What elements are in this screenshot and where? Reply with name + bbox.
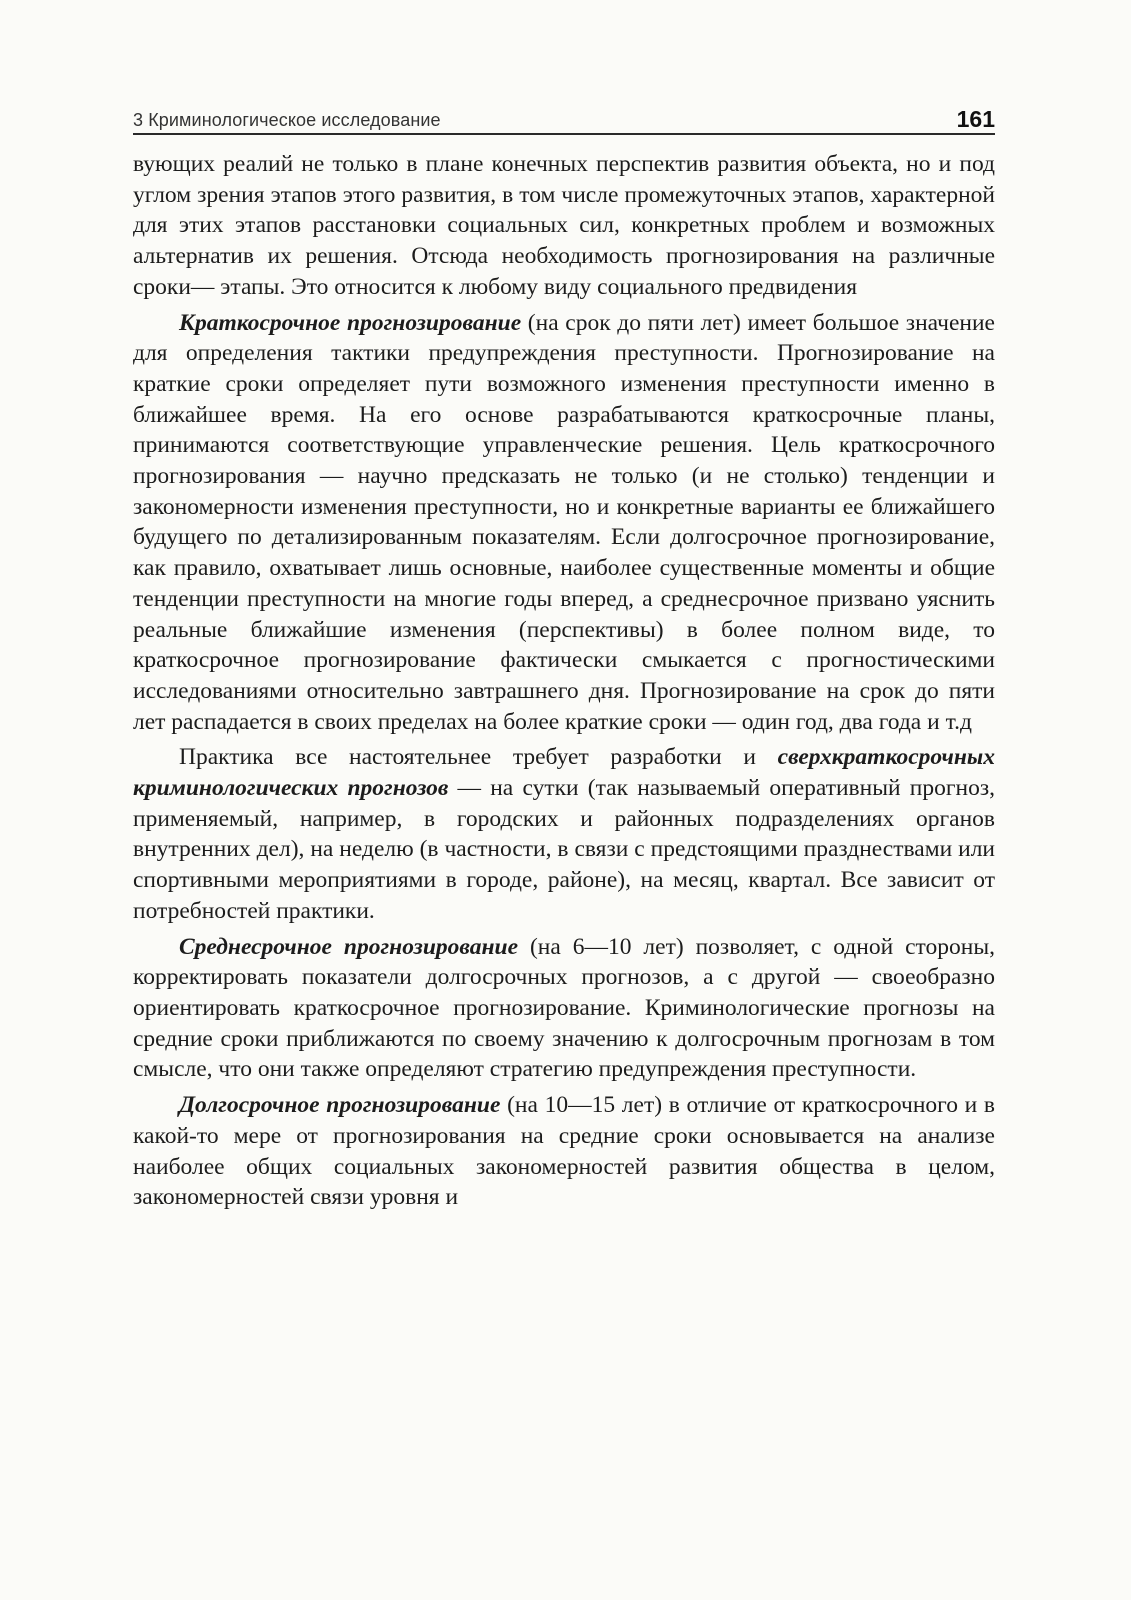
term-ultra-short-term: сверхкраткосрочных криминологических прогнозов [133,744,995,802]
paragraph-text: — на сутки (так называемый оперативный прогноз, применяемый, например, в городских и районных подразделениях органов внутренних дел), на неделю (в частности, в связи с предстоящими празднествами или спортивными мероприятиями в городе, районе), на месяц, квартал. Все зависит от потребностей практики. [133,775,995,924]
paragraph-medium-term [133,932,995,1086]
term-medium-term: Среднесрочное прогнозирование [179,933,519,960]
term-long-term: Долгосрочное прогнозирование [179,1092,501,1119]
paragraph-lead: Практика все настоятельнее требует разработки и [179,744,778,771]
paragraph-continuation [133,149,995,303]
running-head [133,108,995,135]
paragraph-text: (на 10—15 лет) в отличие от краткосрочного и в какой-то мере от прогнозирования на средние сроки основывается на анализе наиболее общих социальных закономерностей развития общества в целом, закономерностей связи уровня и [133,1092,995,1211]
paragraph-text: (на срок до пяти лет) имеет большое значение для определения тактики предупреждения преступности. Прогнозирование на краткие сроки определяет пути возможного изменения преступности именно в ближайшее время. На его основе разрабатываются краткосрочные планы, принимаются соответствующие управленческие решения. Цель краткосрочного прогнозирования — научно предсказать не только (и не столько) тенденции и закономерности изменения преступности, но и конкретные варианты ее ближайшего будущего по детализированным показателям. Если долгосрочное прогнозирование, как правило, охватывает лишь основные, наиболее существенные моменты и общие тенденции преступности на многие годы вперед, а среднесрочное призвано уяснить реальные ближайшие изменения (перспективы) в более полном виде, то краткосрочное прогнозирование фактически смыкается с прогностическими исследованиями относительно завтрашнего дня. Прогнозирование на срок до пяти лет распадается в своих пределах на более краткие сроки — один год, два года и т.д [133,309,995,735]
paragraph-text: вующих реалий не только в плане конечных перспектив развития объекта, но и под углом зрения этапов этого развития, в том числе промежуточных этапов, характерной для этих этапов расстановки социальных сил, конкретных проблем и возможных альтернатив их решения. Отсюда необходимость прогнозирования на различные сроки— этапы. Это относится к любому виду социального предвидения [133,151,995,300]
term-short-term: Краткосрочное прогнозирование [179,309,522,336]
paragraph-ultra-short-term [133,742,995,926]
paragraph-short-term [133,308,995,738]
book-page [133,108,995,1213]
body-text [133,149,995,1213]
paragraph-long-term [133,1090,995,1213]
page-number: 161 [956,106,995,132]
paragraph-text: (на 6—10 лет) позволяет, с одной стороны, корректировать показатели долгосрочных прогнозов, а с другой — своеобразно ориентировать краткосрочное прогнозирование. Криминологические прогнозы на средние сроки приближаются по своему значению к долгосрочным прогнозам в том смысле, что они также определяют стратегию предупреждения преступности. [133,933,995,1083]
chapter-title: 3 Криминологическое исследование [133,110,441,130]
